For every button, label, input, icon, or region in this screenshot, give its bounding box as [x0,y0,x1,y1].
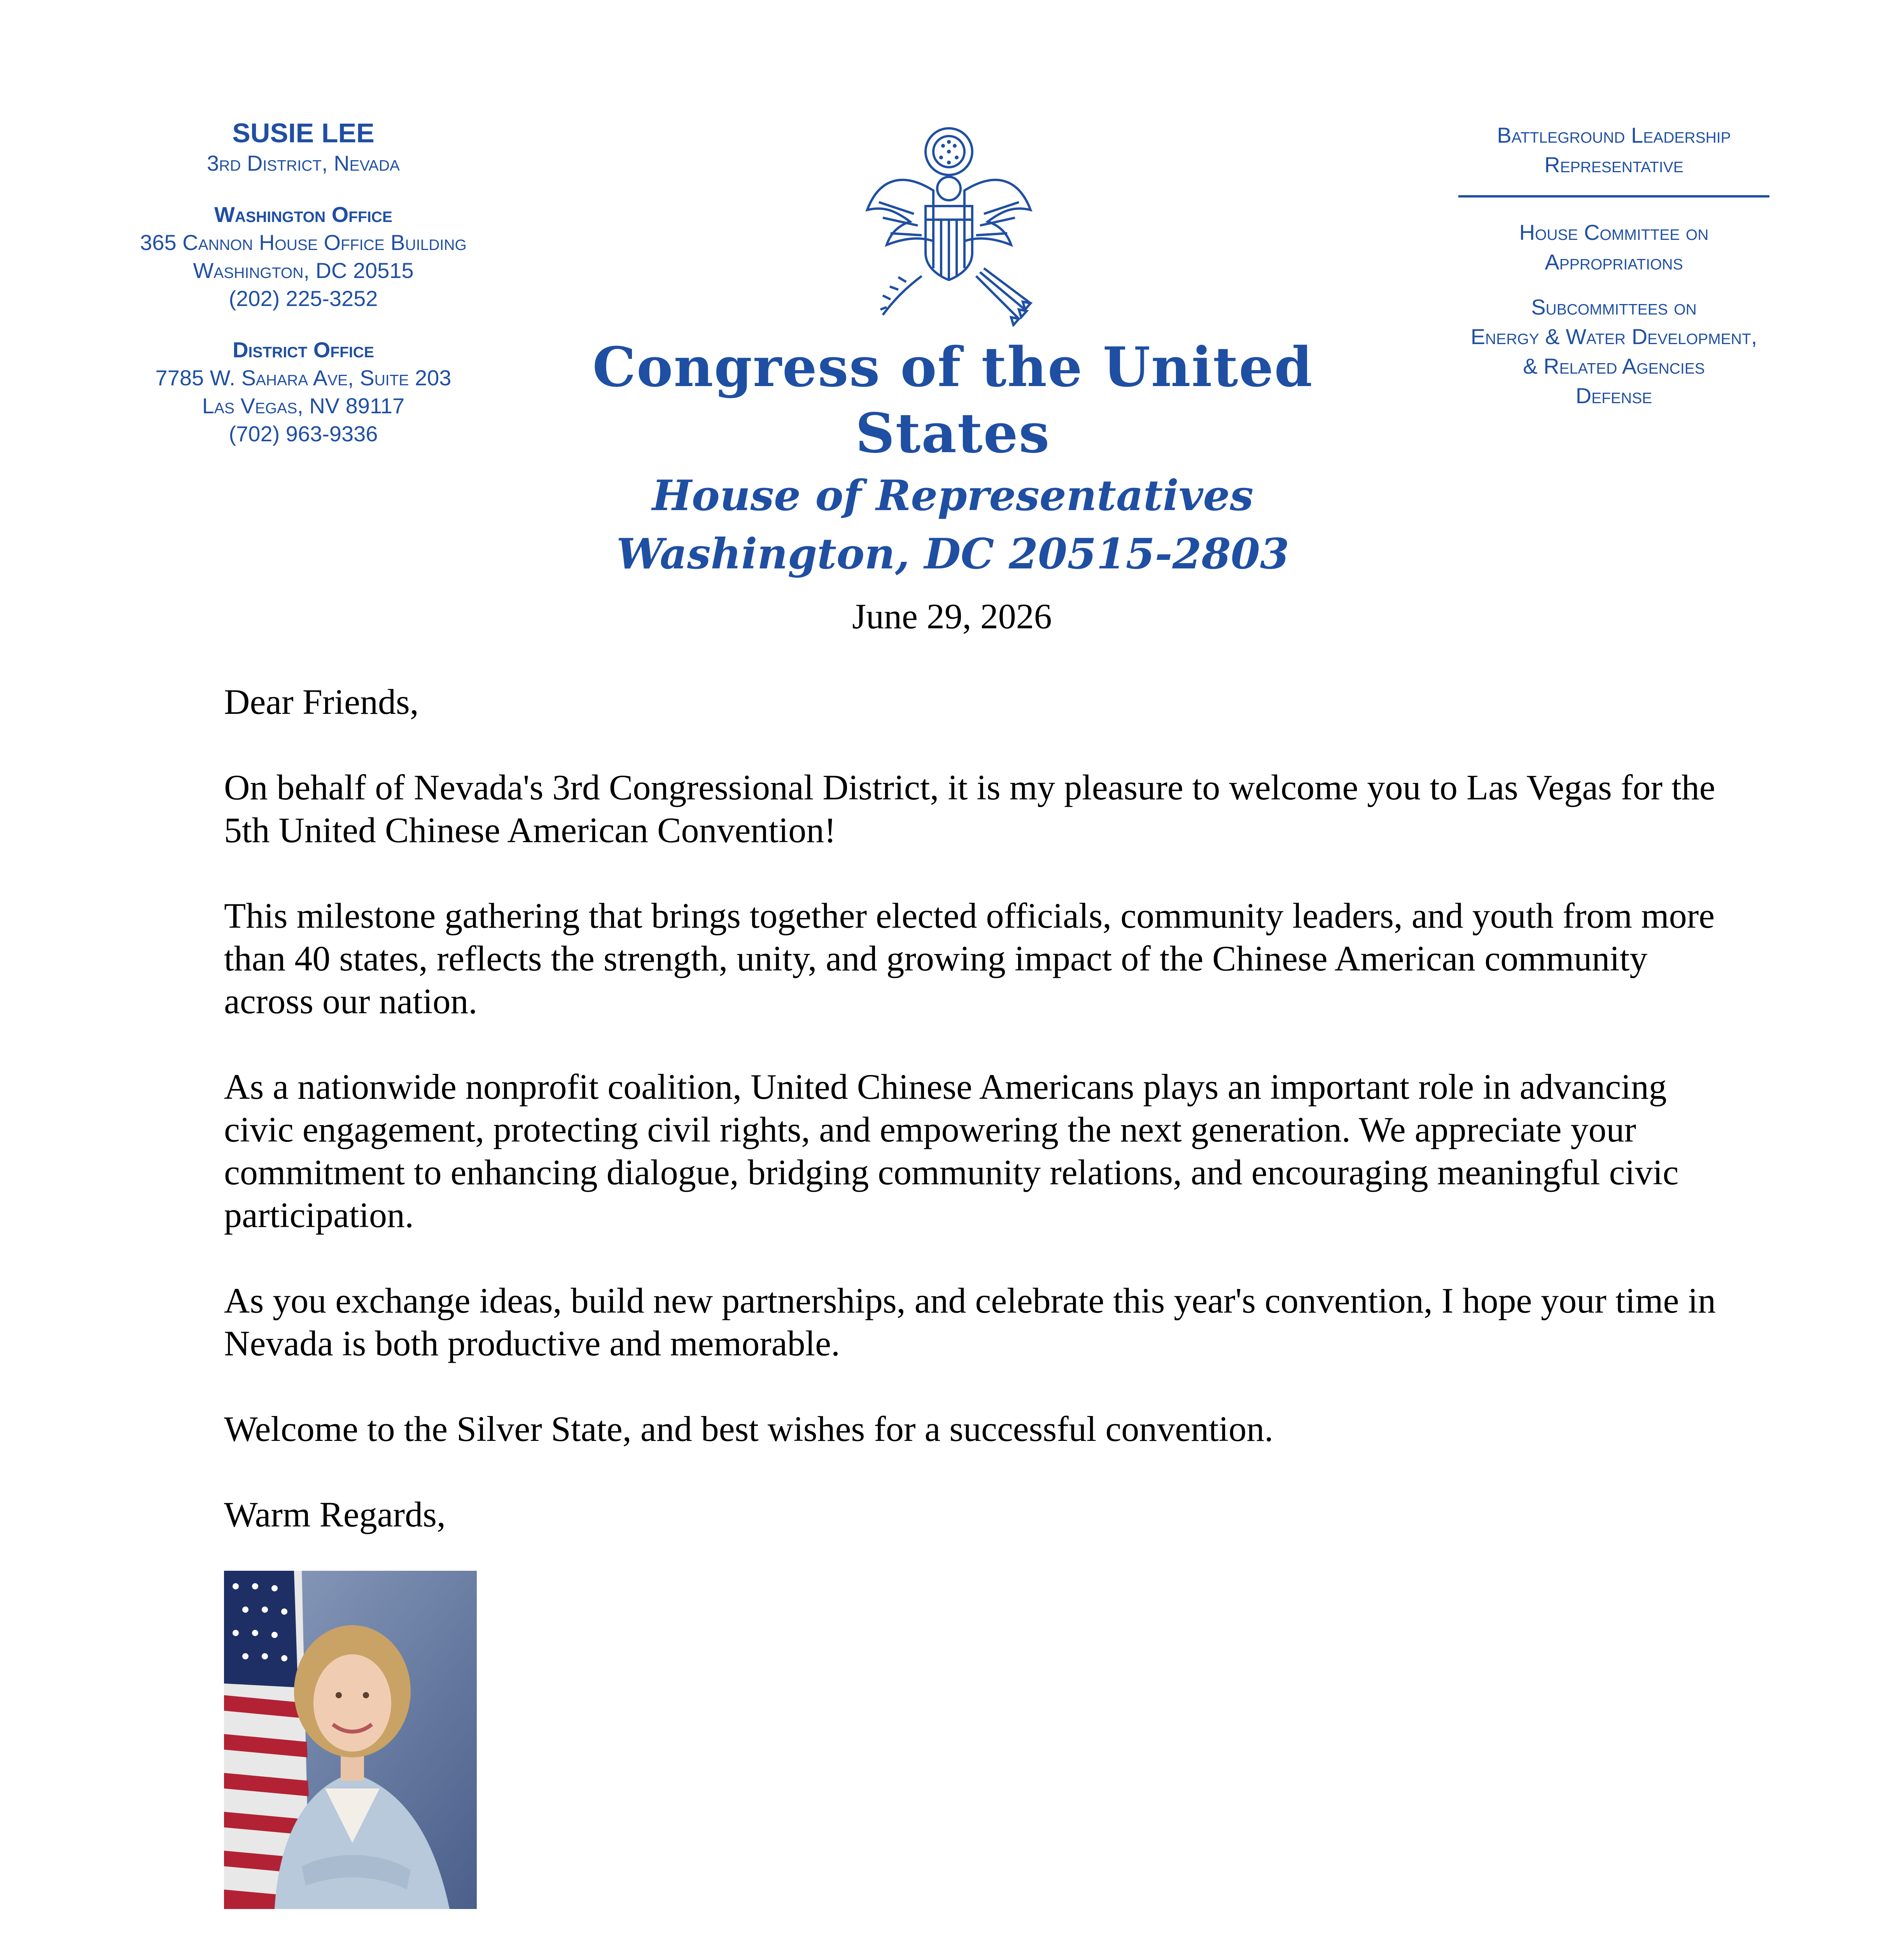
salutation: Dear Friends, [224,682,419,722]
letterhead-left [117,117,490,448]
subcommittee-line1: Subcommittees on [1531,295,1697,319]
dc-office-line1: 365 Cannon House Office Building [140,230,467,255]
letter-date: June 29, 2026 [852,596,1052,636]
member-portrait [224,1571,477,1909]
dc-office-phone: (202) 225-3252 [229,286,378,311]
district-office-line1: 7785 W. Sahara Ave, Suite 203 [155,365,452,390]
house-subtitle: House of Representatives [652,471,1254,520]
washington-address: Washington, DC 20515-2803 [616,530,1290,579]
letterhead-right [1439,121,1789,411]
member-district: 3rd District, Nevada [206,151,400,175]
district-office-phone: (702) 963-9336 [229,421,378,446]
committee-line1: House Committee on [1519,220,1709,245]
dc-office-heading: Washington Office [214,202,392,227]
subcommittee-line2: Energy & Water Development, [1470,324,1757,349]
closing-warm-regards: Warm Regards, [224,1495,446,1534]
member-name: SUSIE LEE [232,118,374,148]
dc-office-line2: Washington, DC 20515 [193,258,414,283]
district-office-line2: Las Vegas, NV 89117 [202,393,405,418]
great-seal-icon [856,124,1042,327]
paragraph-4: As you exchange ideas, build new partnerships, and celebrate this year's convention, I hope your time in Nevada is both productive and memorable. [224,1281,1716,1363]
leadership-role-line2: Representative [1544,152,1684,177]
leadership-role-line1: Battleground Leadership [1497,123,1731,147]
district-office-heading: District Office [233,337,374,362]
paragraph-2: This milestone gathering that brings together elected officials, community leaders, and youth from more than 40 states, reflects the strength, unity, and growing impact of the Chinese American community across our nation. [224,896,1715,1021]
paragraph-1: On behalf of Nevada's 3rd Congressional District, it is my pleasure to welcome you to Las Vegas for the 5th United Chinese American Convention! [224,767,1715,850]
paragraph-3: As a nationwide nonprofit coalition, United Chinese Americans plays an important role in advancing civic engagement, protecting civil rights, and empowering the next generation. We appreciate your commitment to enhancing dialogue, bridging community relations, and encouraging meaningful civic participation. [224,1067,1679,1235]
letterhead-center [564,334,1342,583]
congress-title: Congress of the United States [592,336,1313,465]
divider-rule [1458,195,1769,198]
subcommittee-line4: Defense [1575,383,1652,408]
subcommittee-line3: & Related Agencies [1523,354,1705,378]
committee-line2: Appropriations [1545,250,1683,274]
paragraph-5: Welcome to the Silver State, and best wishes for a successful convention. [224,1409,1274,1449]
